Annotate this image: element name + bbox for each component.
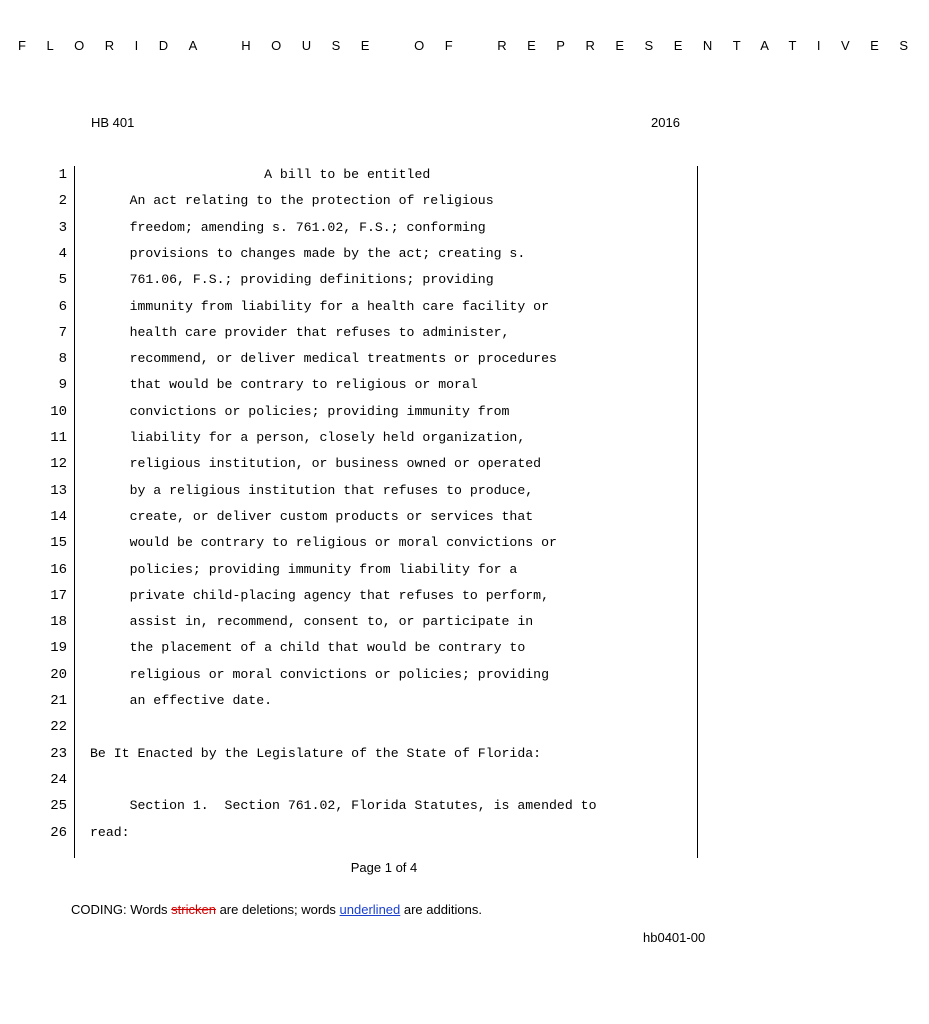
line-number: 17 xyxy=(50,588,67,604)
bill-line-text: An act relating to the protection of religious xyxy=(90,193,494,208)
line-number: 23 xyxy=(50,746,67,762)
line-number: 18 xyxy=(50,614,67,630)
line-number: 19 xyxy=(50,640,67,656)
line-number: 7 xyxy=(58,325,67,341)
bill-line-text: liability for a person, closely held organization, xyxy=(90,430,526,445)
coding-underlined-sample: underlined xyxy=(339,902,401,917)
coding-stricken-sample: stricken xyxy=(171,902,216,917)
page-indicator: Page 1 of 4 xyxy=(350,860,418,875)
line-number: 1 xyxy=(58,167,67,183)
line-number: 11 xyxy=(50,430,67,446)
coding-prefix: CODING: Words xyxy=(71,902,172,917)
coding-suffix: are additions. xyxy=(400,902,482,917)
line-number: 15 xyxy=(50,535,67,551)
right-margin-rule xyxy=(697,166,698,858)
session-year: 2016 xyxy=(651,115,680,130)
line-number: 3 xyxy=(58,220,67,236)
line-number: 20 xyxy=(50,667,67,683)
coding-middle: are deletions; words xyxy=(215,902,340,917)
coding-legend xyxy=(71,902,482,917)
bill-line-text: the placement of a child that would be contrary to xyxy=(90,640,526,655)
line-number: 8 xyxy=(58,351,67,367)
line-number: 22 xyxy=(50,719,67,735)
bill-line-text: would be contrary to religious or moral convictions or xyxy=(90,535,557,550)
line-number: 21 xyxy=(50,693,67,709)
bill-line-text: private child-placing agency that refuses to perform, xyxy=(90,588,549,603)
bill-line-text: an effective date. xyxy=(90,693,273,708)
bill-line-text: create, or deliver custom products or services that xyxy=(90,509,534,524)
bill-line-text: provisions to changes made by the act; creating s. xyxy=(90,246,526,261)
bill-line-text: read: xyxy=(90,825,130,840)
line-number: 6 xyxy=(58,299,67,315)
line-number: 16 xyxy=(50,562,67,578)
document-code: hb0401-00 xyxy=(643,930,706,945)
line-number: 13 xyxy=(50,483,67,499)
bill-line-text: immunity from liability for a health care facility or xyxy=(90,299,549,314)
line-number: 10 xyxy=(50,404,67,420)
bill-line-text: Be It Enacted by the Legislature of the State of Florida: xyxy=(90,746,542,761)
line-number: 5 xyxy=(58,272,67,288)
bill-line-text: by a religious institution that refuses to produce, xyxy=(90,483,534,498)
bill-line-text: religious institution, or business owned or operated xyxy=(90,456,542,471)
line-number: 4 xyxy=(58,246,67,262)
bill-line-text: Section 1. Section 761.02, Florida Statutes, is amended to xyxy=(90,798,597,813)
line-number: 24 xyxy=(50,772,67,788)
bill-line-text: recommend, or deliver medical treatments or procedures xyxy=(90,351,557,366)
bill-line-text: religious or moral convictions or policies; providing xyxy=(90,667,549,682)
line-number: 26 xyxy=(50,825,67,841)
bill-line-text: A bill to be entitled xyxy=(90,167,431,182)
line-number: 12 xyxy=(50,456,67,472)
bill-line-text: convictions or policies; providing immunity from xyxy=(90,404,510,419)
line-number: 2 xyxy=(58,193,67,209)
bill-line-text: that would be contrary to religious or moral xyxy=(90,377,478,392)
bill-line-text: policies; providing immunity from liability for a xyxy=(90,562,518,577)
bill-line-text: freedom; amending s. 761.02, F.S.; conforming xyxy=(90,220,486,235)
bill-line-text: health care provider that refuses to administer, xyxy=(90,325,510,340)
bill-number: HB 401 xyxy=(91,115,135,130)
chamber-header: FLORIDA HOUSE OF REPRESENTATIVES xyxy=(18,38,929,53)
bill-line-text: assist in, recommend, consent to, or participate in xyxy=(90,614,534,629)
line-number: 14 xyxy=(50,509,67,525)
line-number: 9 xyxy=(58,377,67,393)
left-margin-rule xyxy=(74,166,75,858)
line-number: 25 xyxy=(50,798,67,814)
bill-line-text: 761.06, F.S.; providing definitions; providing xyxy=(90,272,494,287)
